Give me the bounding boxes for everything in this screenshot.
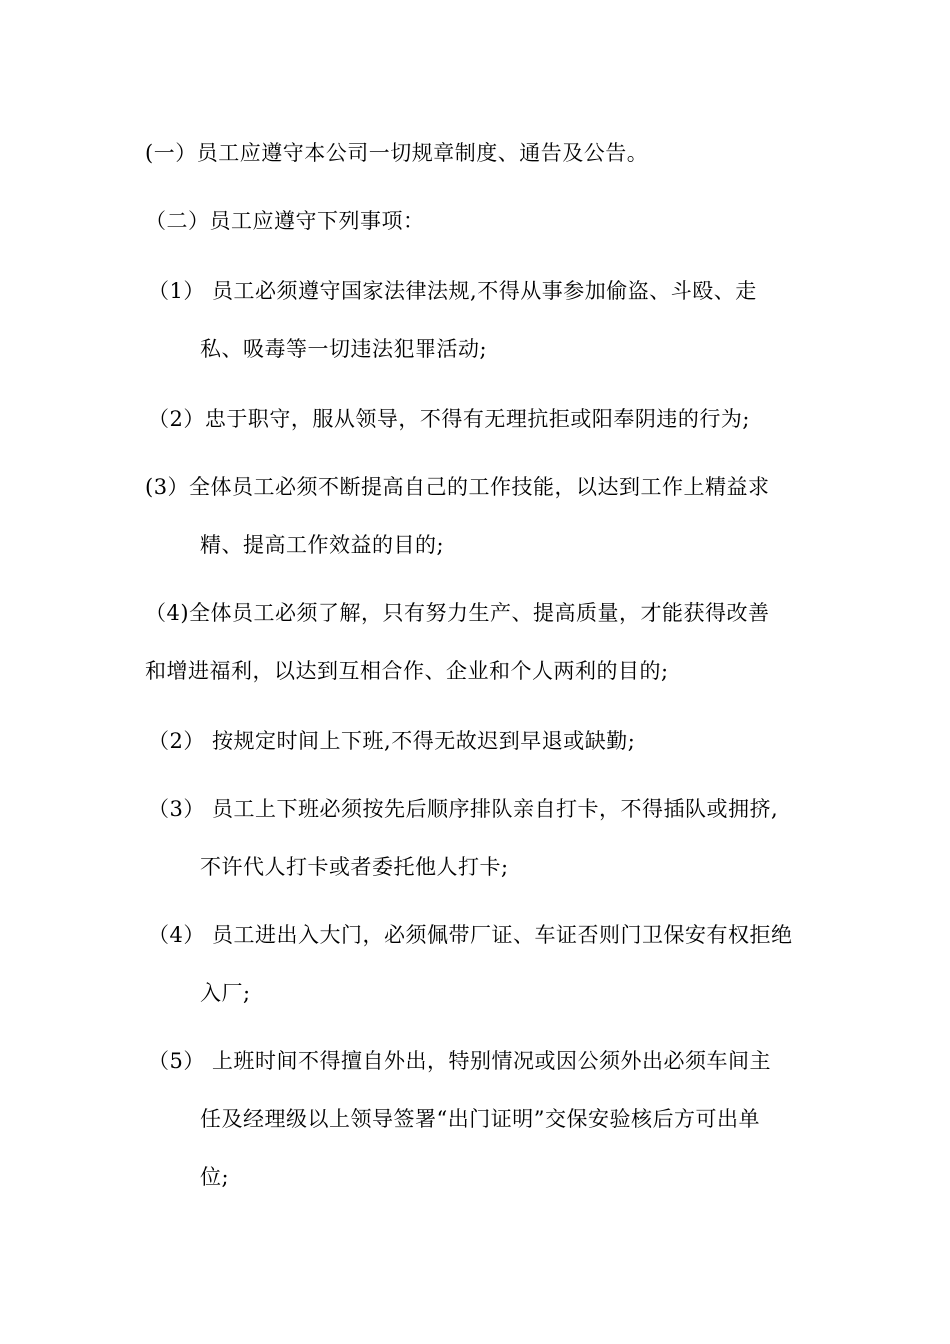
rule-item-4-continued: 和增进福利，以达到互相合作、企业和个人两利的目的;: [145, 659, 669, 683]
rule-item-3-continued: 精、提高工作效益的目的;: [200, 533, 445, 557]
section-heading-1: (一）员工应遵守本公司一切规章制度、通告及公告。: [145, 141, 649, 165]
rule-item-6: （3） 员工上下班必须按先后顺序排队亲自打卡，不得插队或拥挤,: [148, 797, 779, 821]
rule-item-5: （2） 按规定时间上下班,不得无故迟到早退或缺勤;: [148, 729, 636, 753]
rule-item-3: (3）全体员工必须不断提高自己的工作技能，以达到工作上精益求: [145, 475, 770, 499]
rule-item-8: （5） 上班时间不得擅自外出，特别情况或因公须外出必须车间主: [148, 1049, 772, 1073]
rule-item-1-continued: 私、吸毒等一切违法犯罪活动;: [200, 337, 488, 361]
section-heading-2: （二）员工应遵守下列事项：: [145, 209, 425, 233]
rule-item-6-continued: 不许代人打卡或者委托他人打卡;: [200, 855, 509, 879]
rule-item-1: （1） 员工必须遵守国家法律法规,不得从事参加偷盗、斗殴、走: [148, 279, 757, 303]
rule-item-8-end: 位;: [200, 1165, 230, 1189]
rule-item-2: （2）忠于职守，服从领导，不得有无理抗拒或阳奉阴违的行为;: [148, 407, 750, 431]
rule-item-8-continued: 任及经理级以上领导签署“出门证明”交保安验核后方可出单: [200, 1107, 760, 1131]
rule-item-7-continued: 入厂;: [200, 981, 251, 1005]
rule-item-4: （4)全体员工必须了解，只有努力生产、提高质量，才能获得改善: [145, 601, 770, 625]
rule-item-7: （4） 员工进出入大门，必须佩带厂证、车证否则门卫保安有权拒绝: [148, 923, 793, 947]
